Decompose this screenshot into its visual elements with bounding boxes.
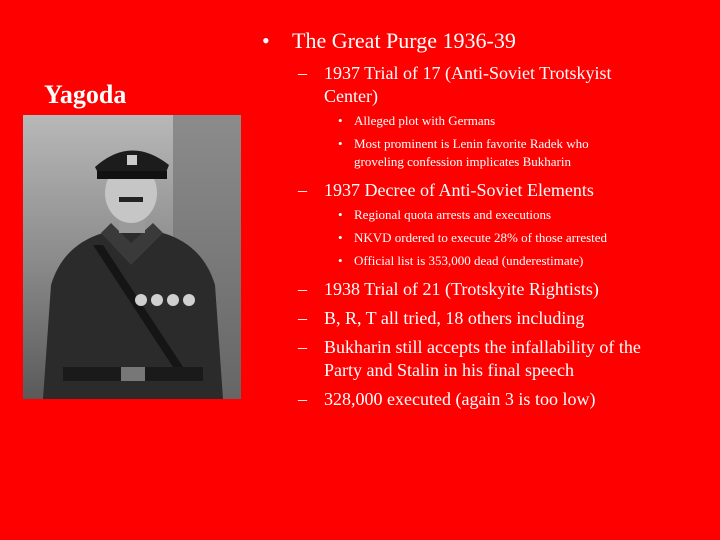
dash-marker: – (298, 180, 307, 200)
portrait-image (23, 115, 241, 399)
dash-marker: – (298, 389, 307, 409)
dash-marker: – (298, 63, 307, 83)
sub-bullet-marker: • (338, 136, 343, 151)
yagoda-portrait (23, 115, 241, 399)
photo-caption: Yagoda (44, 80, 127, 109)
dash-marker: – (298, 279, 307, 299)
nkvd-ordered-text: NKVD ordered to execute 28% of those arrested (354, 230, 608, 245)
sub-bullet-marker: • (338, 230, 343, 245)
bukharin-text-cont: Party and Stalin in his final speech (324, 360, 574, 380)
radek-text: Most prominent is Lenin favorite Radek who (354, 136, 589, 151)
radek-text-cont: groveling confession implicates Bukharin (354, 154, 571, 169)
executed-text: 328,000 executed (again 3 is too low) (324, 389, 596, 409)
bukharin-text: Bukharin still accepts the infallability of the (324, 337, 641, 357)
alleged-plot-text: Alleged plot with Germans (354, 113, 496, 128)
brt-tried-text: B, R, T all tried, 18 others including (324, 308, 585, 328)
trial-1937-text-cont: Center) (324, 86, 378, 106)
sub-bullet-marker: • (338, 253, 343, 268)
trial-1938-text: 1938 Trial of 21 (Trotskyite Rightists) (324, 279, 599, 299)
dash-marker: – (298, 337, 307, 357)
dash-marker: – (298, 308, 307, 328)
bullet-marker: • (262, 28, 270, 53)
sub-bullet-marker: • (338, 113, 343, 128)
trial-1937-text: 1937 Trial of 17 (Anti-Soviet Trotskyist (324, 63, 612, 83)
decree-1937-text: 1937 Decree of Anti-Soviet Elements (324, 180, 594, 200)
sub-bullet-marker: • (338, 207, 343, 222)
regional-quota-text: Regional quota arrests and executions (354, 207, 552, 222)
official-list-text: Official list is 353,000 dead (underestimate) (354, 253, 584, 268)
slide-heading: The Great Purge 1936-39 (292, 28, 516, 53)
